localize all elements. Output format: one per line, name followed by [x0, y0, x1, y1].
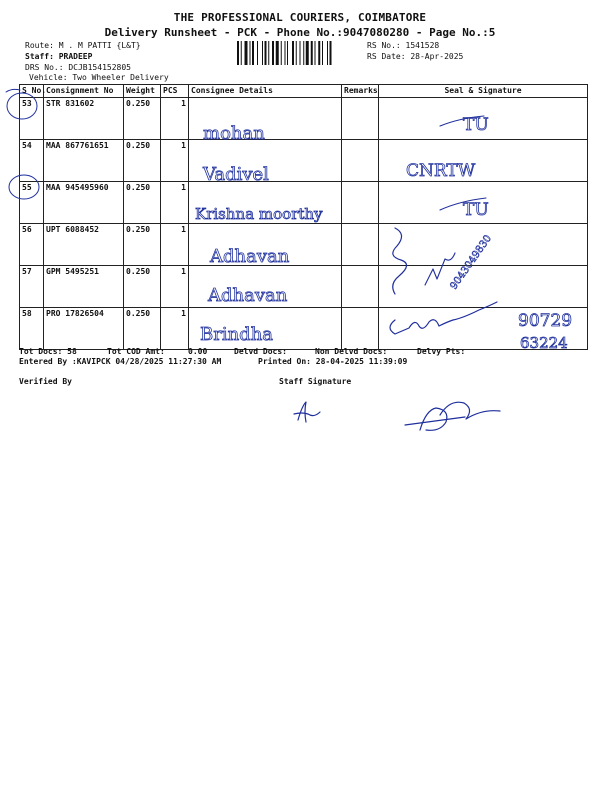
seal-hw-54: CNRTW [406, 161, 476, 181]
cell-weight: 0.250 [124, 266, 161, 308]
tot-cod-label: Tot COD Amt: [107, 347, 165, 356]
cell-sno: 56 [20, 224, 44, 266]
col-header-consignee: Consignee Details [189, 85, 342, 98]
cell-pcs: 1 [161, 182, 189, 224]
col-header-remarks: Remarks [342, 85, 379, 98]
col-header-weight: Weight [124, 85, 161, 98]
tot-docs: Tot Docs: 58 [19, 347, 77, 356]
col-header-consignment: Consignment No [44, 85, 124, 98]
cell-sno: 57 [20, 266, 44, 308]
printed-on: Printed On: 28-04-2025 11:39:09 [258, 357, 408, 366]
staff-signature-label: Staff Signature [279, 377, 352, 386]
cell-consignment: MAA 867761651 [44, 140, 124, 182]
non-delvd-docs: Non Delvd Docs: [315, 347, 388, 356]
seal-hw-58-a: 90729 [518, 311, 573, 331]
cell-pcs: 1 [161, 266, 189, 308]
cell-weight: 0.250 [124, 308, 161, 350]
cell-pcs: 1 [161, 224, 189, 266]
cell-sno: 58 [20, 308, 44, 350]
cell-sno: 53 [20, 98, 44, 140]
consignee-hw-53: mohan [203, 123, 265, 144]
cell-sno: 54 [20, 140, 44, 182]
company-title: THE PROFESSIONAL COURIERS, COIMBATORE [173, 11, 427, 24]
cell-consignment: PRO 17826504 [44, 308, 124, 350]
cell-weight: 0.250 [124, 98, 161, 140]
cell-consignment: GPM 5495251 [44, 266, 124, 308]
col-header-seal: Seal & Signature [379, 85, 588, 98]
verified-initials [294, 402, 320, 422]
rs-number: RS No.: 1541528 [367, 41, 440, 50]
rs-date: RS Date: 28-Apr-2025 [367, 52, 464, 61]
consignee-hw-56: Adhavan [210, 246, 290, 267]
cell-consignment: MAA 945495960 [44, 182, 124, 224]
cell-weight: 0.250 [124, 182, 161, 224]
seal-hw-58-b: 63224 [520, 334, 568, 352]
consignee-hw-58: Brindha [200, 324, 274, 345]
col-header-pcs: PCS [161, 85, 189, 98]
vehicle-label: Vehicle: Two Wheeler Delivery [29, 73, 169, 82]
col-header-sno: S No. [20, 85, 44, 98]
delvd-docs: Delvd Docs: [234, 347, 287, 356]
tot-cod-value: 0.00 [188, 347, 208, 356]
seal-hw-55: TU [463, 200, 489, 220]
cell-pcs: 1 [161, 98, 189, 140]
pen-stroke [6, 89, 20, 92]
delvy-pts: Delvy Pts: [417, 347, 466, 356]
consignee-hw-57: Adhavan [208, 285, 288, 306]
cell-pcs: 1 [161, 140, 189, 182]
cell-pcs: 1 [161, 308, 189, 350]
staff-signature-mark [405, 402, 500, 430]
circle-mark-55 [9, 175, 39, 199]
cell-consignment: UPT 6088452 [44, 224, 124, 266]
circle-mark-53 [7, 93, 37, 119]
cell-weight: 0.250 [124, 224, 161, 266]
runsheet-subtitle: Delivery Runsheet - PCK - Phone No.:9047080280 - Page No.:5 [104, 26, 496, 39]
consignee-hw-54: Vadivel [203, 164, 269, 185]
cell-sno: 55 [20, 182, 44, 224]
signature-scribble [425, 253, 455, 285]
route-label: Route: M . M PATTI {L&T} [25, 41, 141, 50]
signature-scribble [393, 228, 407, 294]
drs-number: DRS No.: DCJB154152805 [25, 63, 131, 72]
verified-by: Verified By [19, 377, 72, 386]
cell-weight: 0.250 [124, 140, 161, 182]
entered-by: Entered By :KAVIPCK 04/28/2025 11:27:30 AM [19, 357, 222, 366]
cell-consignment: STR 831602 [44, 98, 124, 140]
seal-hw-53: TU [463, 115, 489, 135]
signature-scribble [390, 302, 497, 334]
seal-hw-56-number: 9043049830 [448, 233, 494, 292]
consignee-hw-55: Krishna moorthy [195, 205, 323, 223]
staff-label: Staff: PRADEEP [25, 52, 93, 61]
